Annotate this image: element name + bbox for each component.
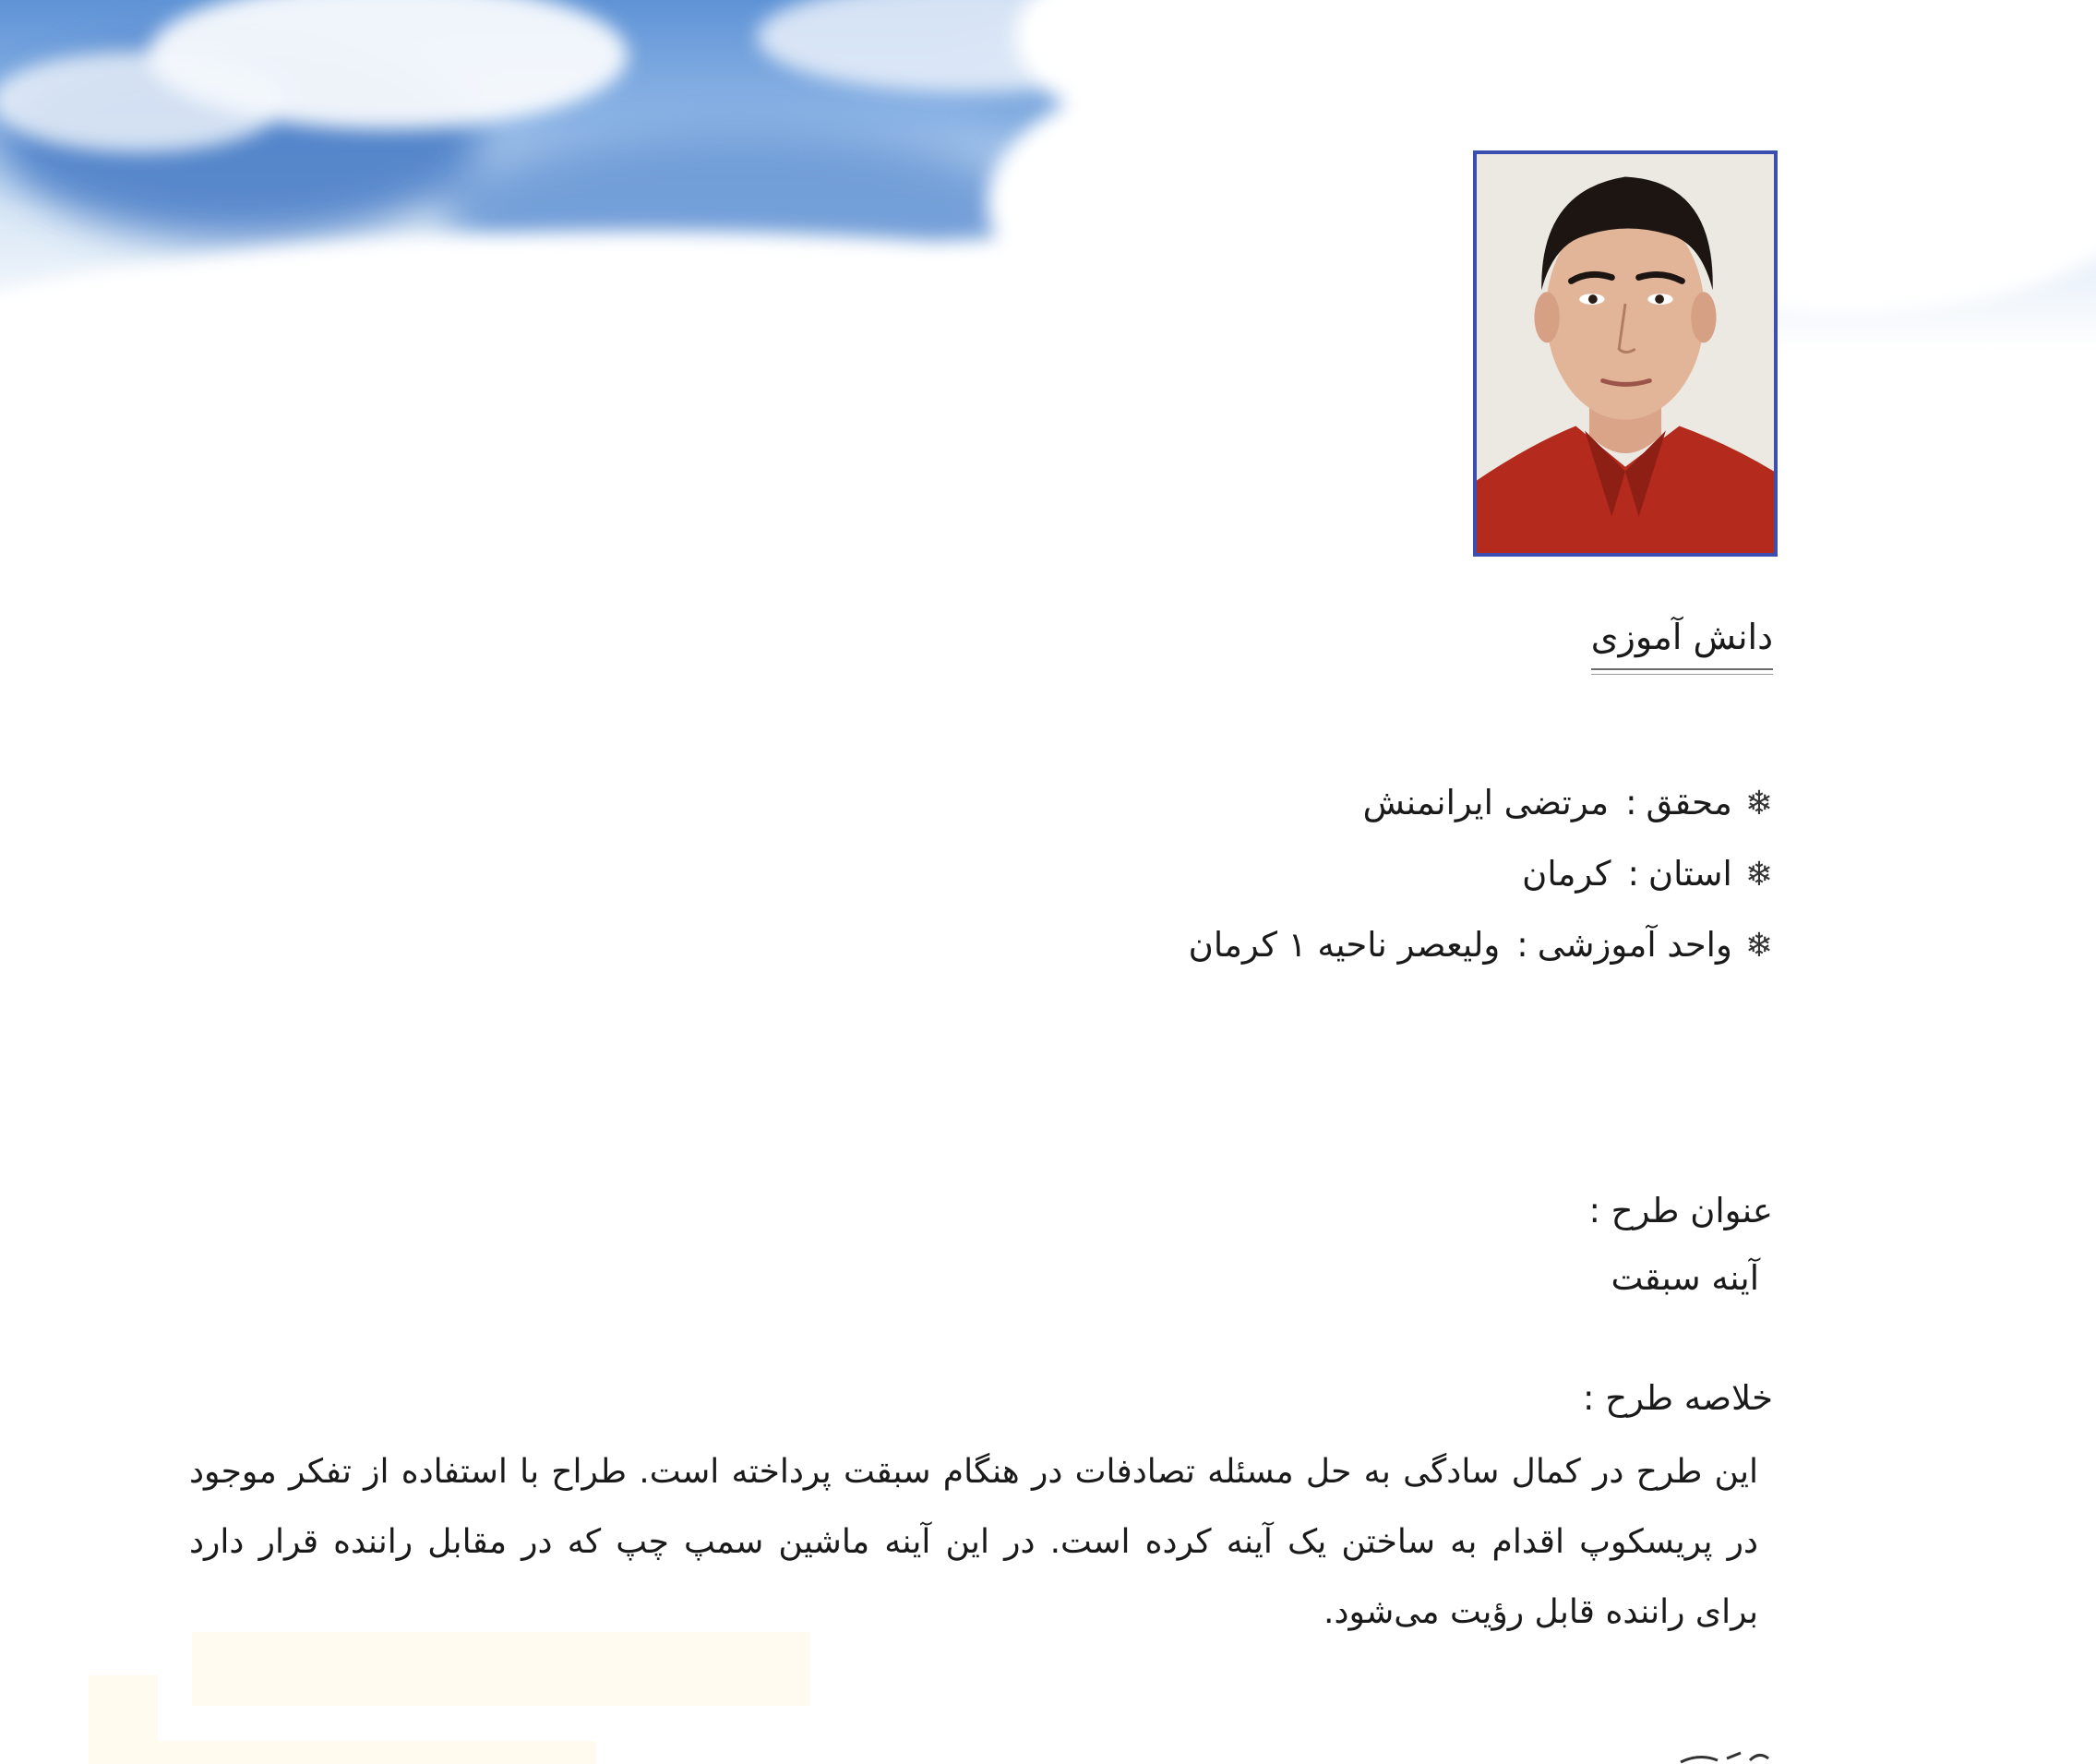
separator: : xyxy=(1516,925,1528,965)
category-label: دانش آموزی xyxy=(1591,617,1773,670)
separator: : xyxy=(1625,783,1637,822)
snowflake-icon: ❄ xyxy=(1744,856,1773,894)
snowflake-icon: ❄ xyxy=(1744,927,1773,965)
summary-line: این طرح در کمال سادگی به حل مسئله تصادفات در هنگام سبقت پرداخته است. طراح با استفاده از تفکر موجود xyxy=(189,1453,1758,1491)
project-title: آینه سبقت xyxy=(1611,1258,1759,1298)
province-name: کرمان xyxy=(1522,854,1611,894)
scan-tint xyxy=(192,1632,810,1706)
summary-line: در پریسکوپ اقدام به ساختن یک آینه کرده است. در این آینه ماشین سمپ چپ که در مقابل راننده قرار دارد xyxy=(189,1523,1758,1561)
snowflake-icon: ❄ xyxy=(1744,785,1773,822)
scan-tint xyxy=(89,1741,596,1764)
project-summary xyxy=(189,1437,1758,1648)
unit-name: ولیعصر ناحیه ۱ کرمان xyxy=(1188,925,1501,965)
separator: : xyxy=(1627,854,1639,894)
unit-line xyxy=(1189,925,1773,965)
researcher-line xyxy=(1363,783,1773,822)
cutoff-text-fragment xyxy=(1671,1749,1773,1764)
researcher-name: مرتضی ایرانمنش xyxy=(1362,783,1610,822)
portrait-illustration xyxy=(1477,154,1774,553)
portrait-photo xyxy=(1473,150,1778,557)
researcher-label: محقق xyxy=(1646,783,1732,822)
project-summary-label: خلاصه طرح : xyxy=(1583,1378,1773,1418)
summary-line: برای راننده قابل رؤیت می‌شود. xyxy=(1323,1593,1758,1631)
project-title-label: عنوان طرح : xyxy=(1588,1191,1773,1230)
province-label: استان xyxy=(1647,854,1732,894)
sky-cloud-banner xyxy=(0,0,2096,517)
province-line xyxy=(1522,854,1773,894)
unit-label: واحد آموزشی xyxy=(1537,925,1732,965)
